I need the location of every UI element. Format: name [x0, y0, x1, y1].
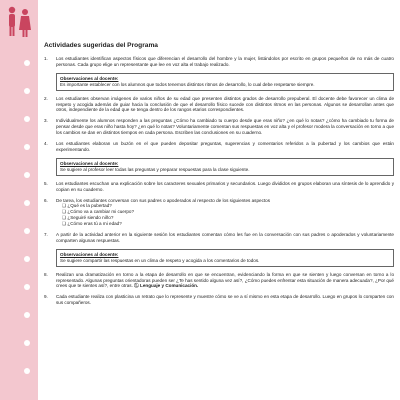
teacher-note-text: Es importante establecer con los alumnos que todos tenemos distintos ritmos de desarrollo, lo cual debe respetarse siempre.: [60, 81, 315, 87]
list-item: [44, 272, 394, 290]
item-text: A partir de la actividad anterior en la siguiente sesión los estudiantes comentan cómo les fue en la conversación con sus padres o apoderados y voluntariamente comparten algunas respuestas.: [56, 232, 394, 243]
list-item: [44, 198, 394, 228]
item-number: 6.: [44, 197, 48, 203]
list-item: [44, 294, 394, 306]
list-item: [44, 96, 394, 114]
item-text: De tarea, los estudiantes conversan con sus padres o apoderados al respecto de los siguientes aspectos: [56, 197, 270, 203]
decorative-sidebar: [0, 0, 38, 400]
teacher-note-label: Observaciones al docente:: [60, 251, 119, 257]
activity-document: [44, 42, 394, 311]
list-item: [44, 141, 394, 153]
dotted-border: [24, 0, 32, 400]
item-text: Realizan una dramatización en torno a la etapa de desarrollo en que se encuentran, evidenciando la forma en que se sienten y luego conversan en torno a lo representado. Algunas preguntas orientadoras pueden ser ¿Te has sentido alguna vez así?, ¿Cómo puedes enfrentar esta situación de manera adecuada?, ¿Por qué crees que te sientes así?, entre otras.: [56, 271, 394, 289]
item-number: 5.: [44, 180, 48, 186]
subject-link-label: Lenguaje y Comunicación.: [140, 283, 199, 289]
teacher-note-label: Observaciones al docente:: [60, 160, 119, 166]
sub-question: ❏ ¿Cómo va a cambiar mi cuerpo?: [62, 209, 135, 215]
item-number: 8.: [44, 271, 48, 277]
item-text: Los estudiantes elaboran un buzón en el que pueden depositar preguntas, sugerencias y comentarios referidos a la pubertad y los cambios que están experimentando.: [56, 141, 394, 152]
item-text: Individualmente los alumnos responden a las preguntas ¿Cómo ha cambiado tu cuerpo desde que eras niño? ¿en qué lo notas? ¿cómo ha cambiado tu forma de pensar desde que eras niño hasta hoy? ¿en qué lo notas? Voluntariamente comentan sus respuestas en voz alta y el profesor modera la conversación en torno a que los cambios se dan en distintos tiempos en cada persona. Escriben las conclusiones en su cuaderno.: [56, 118, 394, 136]
sub-question: ❏ ¿Seguiré siendo niño?: [62, 215, 114, 221]
page-title: Actividades sugeridas del Programa: [44, 42, 158, 49]
teacher-note-box: [56, 73, 394, 91]
item-number: 3.: [44, 118, 48, 124]
list-item: [44, 232, 394, 244]
item-number: 9.: [44, 294, 48, 300]
item-text: Los estudiantes observan imágenes de varios niños de su edad que presenten distintos grados de desarrollo prepuberal. El docente debe favorecer un clima de respeto y acogida además de guiar hacia la conclusión de que el desarrollo físico sucede con distintos ritmos en las personas. Algunos se desarrollan antes que otros, independiente de la edad que se tenga dentro de los rangos etarios correspondientes.: [56, 95, 394, 113]
item-number: 4.: [44, 141, 48, 147]
item-number: 2.: [44, 95, 48, 101]
item-text: Los estudiantes identifican aspectos físicos que diferencian el desarrollo del hombre y la mujer, listándolos por escrito en grupos pequeños de no más de cuatro personas. Cada grupo elige un representante que lee en voz alta el trabajo realizado.: [56, 56, 394, 67]
teacher-note-text: Se sugiere al profesor leer todas las preguntas y preparar respuestas para la clase siguiente.: [60, 166, 250, 172]
subject-link-icon: Ⓛ: [134, 283, 139, 289]
list-item: [44, 181, 394, 193]
teacher-note-text: Se sugiere compartir las respuestas en un clima de respeto y acogida a los comentarios de todos.: [60, 257, 260, 263]
teacher-note-label: Observaciones al docente:: [60, 75, 119, 81]
item-number: 1.: [44, 56, 48, 61]
teacher-note-box: [56, 249, 394, 267]
item-text: Cada estudiante realiza con plasticina un retrato que lo represente y muestre cómo se ve a sí mismo en esta etapa de desarrollo. Luego en grupos lo comparten con sus compañeros.: [56, 294, 394, 306]
item-number: 7.: [44, 232, 48, 238]
list-item: [44, 118, 394, 136]
item-text: Los estudiantes escuchan una explicación sobre los caracteres sexuales primarios y secundarios. Luego divididos en grupos elaboran una síntesis de lo aprendido y copian en su cuaderno.: [56, 180, 394, 192]
list-item: [44, 56, 394, 68]
teacher-note-box: [56, 158, 394, 176]
sub-question: ❏ ¿Cómo eras tú a mi edad?: [62, 221, 122, 227]
sub-question: ❏ ¿Qué es la pubertad?: [62, 203, 112, 209]
